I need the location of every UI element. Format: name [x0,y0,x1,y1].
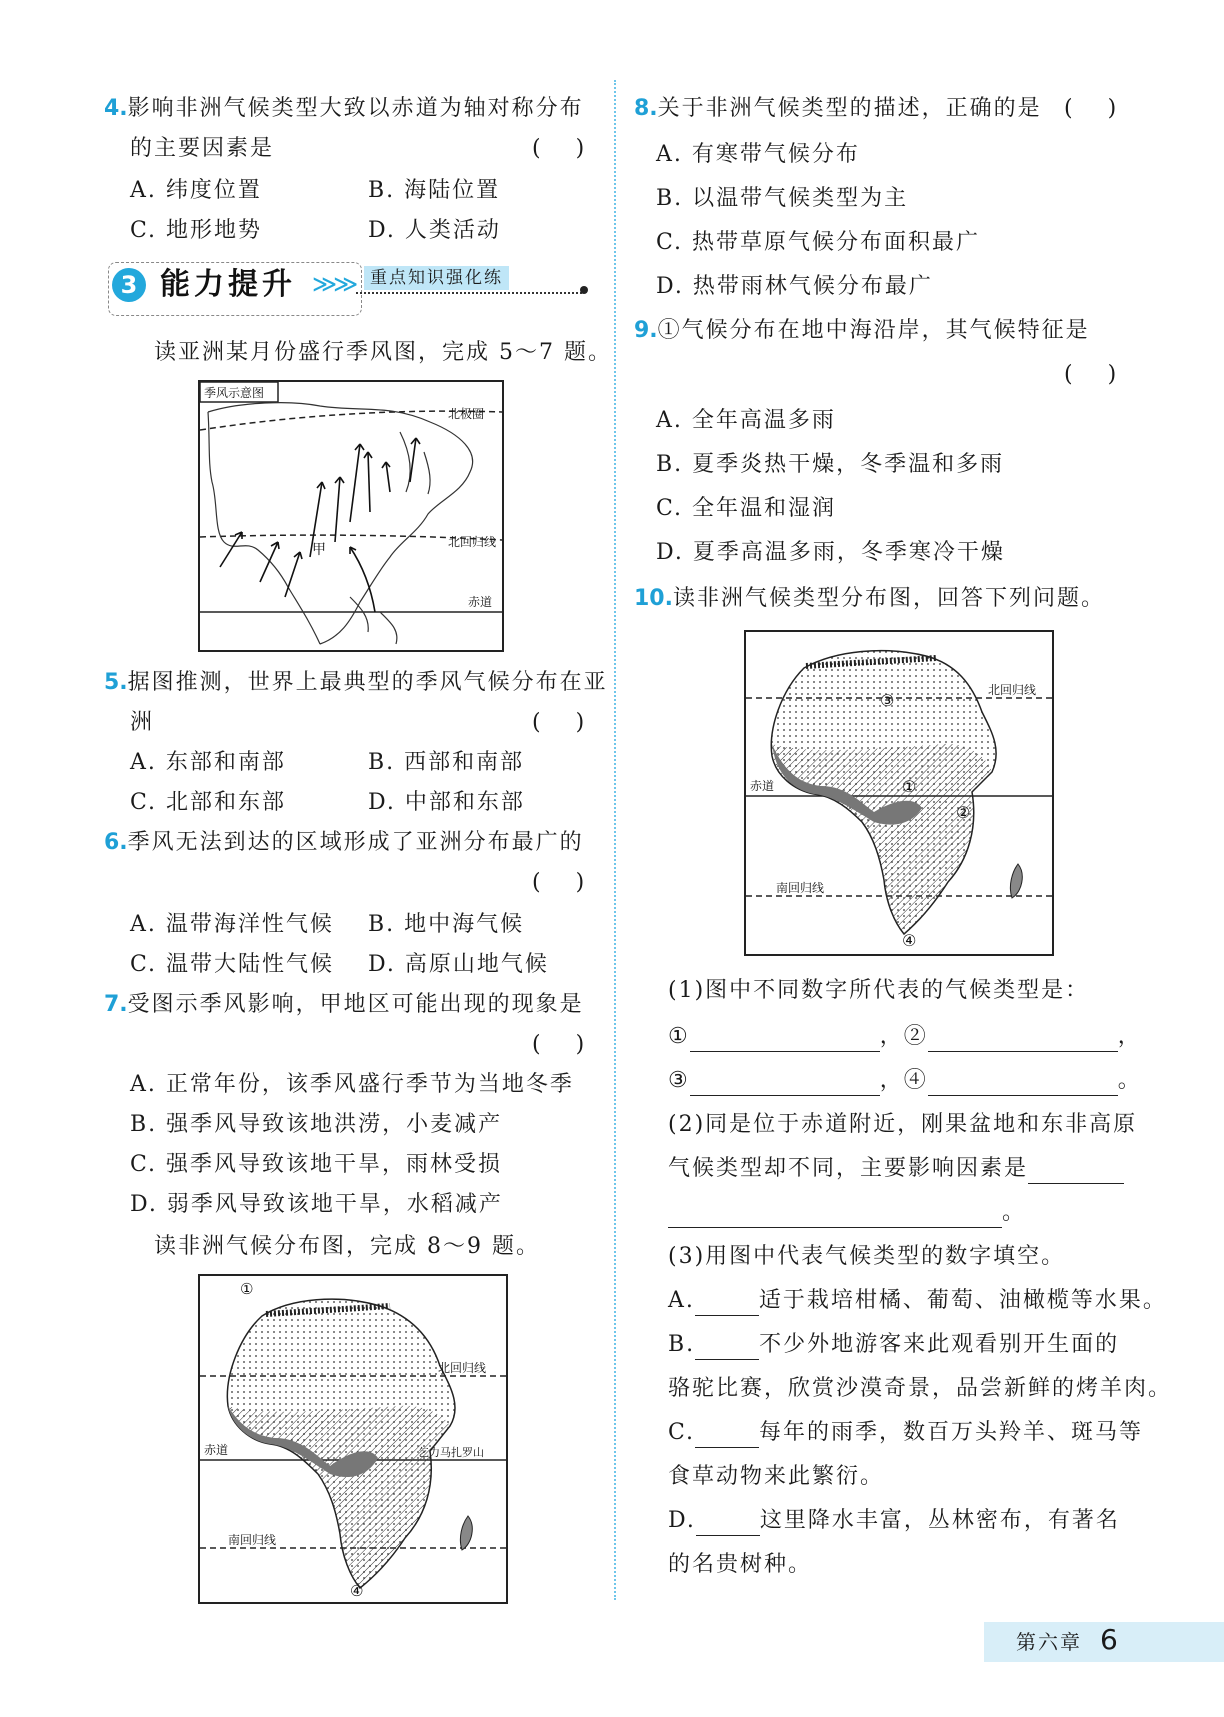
q4-number: 4. [104,96,128,121]
left-map-equator: 赤道 [204,1443,229,1457]
monsoon-arrows [220,438,420,612]
q10-part2-line3: 。 [668,1198,1026,1228]
q4-option-c[interactable]: C. 地形地势 [130,218,263,243]
section-arrows-icon: ≫≫ [312,270,355,298]
q5-stem: 据图推测，世界上最典型的季风气候分布在亚 [127,670,608,695]
q6-answer-paren[interactable]: ( ) [532,870,599,895]
q10-stem-line1 [634,584,1105,614]
section-title: 能力提升 [160,267,296,302]
right-map-equator: 赤道 [750,779,775,793]
q7-option-c[interactable]: C. 强季风导致该地干旱，雨林受损 [130,1152,503,1177]
q10-blanks-row1: ① ，② ， [668,1022,1142,1052]
q9-option-a[interactable]: A. 全年高温多雨 [656,408,836,433]
monsoon-map-title: 季风示意图 [204,386,265,400]
q10-part1: (1)图中不同数字所代表的气候类型是： [668,978,1090,1003]
left-map-capricorn: 南回归线 [228,1533,277,1547]
q9-stem: ①气候分布在地中海沿岸，其气候特征是 [657,318,1090,343]
answer-blank-d[interactable] [696,1511,760,1536]
q10-part2-line2: 气候类型却不同，主要影响因素是 [668,1154,1124,1184]
q10-item-c-cont: 食草动物来此繁衍。 [668,1464,885,1489]
q6-number: 6. [104,830,128,855]
africa-climate-map-right [744,630,1054,956]
q8-option-d[interactable]: D. 热带雨林气候分布最广 [656,274,933,299]
q7-stem: 受图示季风影响，甲地区可能出现的现象是 [127,992,584,1017]
q10-stem: 读非洲气候类型分布图，回答下列问题。 [672,586,1105,611]
q10-part2-line1: (2)同是位于赤道附近，刚果盆地和东非高原 [668,1112,1138,1137]
q8-stem-line1 [634,94,1042,124]
q6-option-a[interactable]: A. 温带海洋性气候 [130,912,334,937]
q6-option-d[interactable]: D. 高原山地气候 [368,952,549,977]
answer-blank-a[interactable] [695,1291,759,1316]
q4-option-b[interactable]: B. 海陆位置 [368,178,501,203]
q8-number: 8. [634,96,658,121]
q4-option-d[interactable]: D. 人类活动 [368,218,501,243]
q10-blanks-row2: ③ ，④ 。 [668,1066,1142,1096]
q7-answer-paren[interactable]: ( ) [532,1032,599,1057]
right-map-n4: ④ [902,931,917,950]
footer-chapter: 第六章 [1016,1630,1082,1654]
q8-option-b[interactable]: B. 以温带气候类型为主 [656,186,909,211]
left-map-n4: ④ [350,1582,364,1600]
answer-blank-4[interactable] [928,1071,1118,1096]
answer-blank-b[interactable] [695,1335,759,1360]
answer-blank-1[interactable] [690,1027,880,1052]
q9-answer-paren[interactable]: ( ) [1064,362,1131,387]
q10-number: 10. [634,586,673,611]
left-map-n1: ① [240,1280,254,1298]
answer-blank-3[interactable] [690,1071,880,1096]
q7-option-b[interactable]: B. 强季风导致该地洪涝，小麦减产 [130,1112,503,1137]
q10-item-d-cont: 的名贵树种。 [668,1552,813,1577]
q7-option-a[interactable]: A. 正常年份，该季风盛行季节为当地冬季 [130,1072,574,1097]
q10-part3: (3)用图中代表气候类型的数字填空。 [668,1244,1066,1269]
intro-8-9: 读非洲气候分布图，完成 8～9 题。 [154,1234,540,1259]
q8-stem: 关于非洲气候类型的描述，正确的是 [657,96,1042,121]
q10-item-b-cont: 骆驼比赛，欣赏沙漠奇景，品尝新鲜的烤羊肉。 [668,1376,1173,1401]
q5-option-d[interactable]: D. 中部和东部 [368,790,525,815]
q6-option-b[interactable]: B. 地中海气候 [368,912,525,937]
right-map-capricorn: 南回归线 [776,881,825,895]
right-map-n2: ② [956,803,971,822]
asia-monsoon-map [198,380,504,652]
right-map-n3: ③ [880,691,895,710]
asia-coastline [208,403,473,644]
answer-blank-factor[interactable] [1028,1159,1124,1184]
q5-number: 5. [104,670,128,695]
tropic-cancer-label: 北回归线 [448,535,497,549]
q8-option-a[interactable]: A. 有寒带气候分布 [656,142,860,167]
left-map-cancer: 北回归线 [438,1361,487,1375]
page-number: 6 [1100,1623,1118,1656]
q5-answer-paren[interactable]: ( ) [532,710,599,735]
answer-blank-c[interactable] [695,1423,759,1448]
q7-stem-line1 [104,990,584,1020]
q10-item-b: B. 不少外地游客来此观看别开生面的 [668,1330,1119,1360]
section-number-badge: 3 [112,268,146,302]
section-tag: 重点知识强化练 [364,266,509,290]
arctic-circle-label: 北极圈 [448,407,485,421]
q5-option-c[interactable]: C. 北部和东部 [130,790,287,815]
q4-option-a[interactable]: A. 纬度位置 [130,178,262,203]
q9-number: 9. [634,318,658,343]
africa-climate-map-left [198,1274,508,1604]
q8-option-c[interactable]: C. 热带草原气候分布面积最广 [656,230,981,255]
right-map-cancer: 北回归线 [988,683,1037,697]
q10-item-c: C. 每年的雨季，数百万头羚羊、斑马等 [668,1418,1143,1448]
q4-stem-line2: 的主要因素是 [130,136,275,161]
q9-option-b[interactable]: B. 夏季炎热干燥，冬季温和多雨 [656,452,1005,477]
section-dot-end [580,286,588,294]
intro-5-7: 读亚洲某月份盛行季风图，完成 5～7 题。 [154,340,612,365]
q6-stem-line1 [104,828,584,858]
jia-label: 甲 [312,542,326,558]
right-map-n1: ① [902,777,917,796]
q5-stem-line1 [104,668,608,698]
q8-answer-paren[interactable]: ( ) [1064,96,1131,121]
q6-stem: 季风无法到达的区域形成了亚洲分布最广的 [127,830,584,855]
q6-option-c[interactable]: C. 温带大陆性气候 [130,952,335,977]
q7-option-d[interactable]: D. 弱季风导致该地干旱，水稻减产 [130,1192,503,1217]
answer-blank-factor-cont[interactable] [668,1203,1002,1228]
q9-option-d[interactable]: D. 夏季高温多雨，冬季寒冷干燥 [656,540,1005,565]
q4-stem: 影响非洲气候类型大致以赤道为轴对称分布 [127,96,584,121]
q5-option-b[interactable]: B. 西部和南部 [368,750,525,775]
column-divider [614,80,616,1600]
equator-label: 赤道 [468,595,493,609]
q4-answer-paren[interactable]: ( ) [532,136,599,161]
q9-stem-line1 [634,316,1090,346]
q4-stem-line1 [104,94,584,124]
answer-blank-2[interactable] [928,1027,1118,1052]
left-map-kilimanjaro: 乞力马扎罗山 [418,1446,484,1459]
q5-stem-line2: 洲 [130,710,155,735]
section-dotted-rule [356,292,582,294]
q9-option-c[interactable]: C. 全年温和湿润 [656,496,837,521]
q10-item-a: A. 适于栽培柑橘、葡萄、油橄榄等水果。 [668,1286,1167,1316]
q10-item-d: D. 这里降水丰富，丛林密布，有著名 [668,1506,1120,1536]
q5-option-a[interactable]: A. 东部和南部 [130,750,286,775]
q7-number: 7. [104,992,128,1017]
